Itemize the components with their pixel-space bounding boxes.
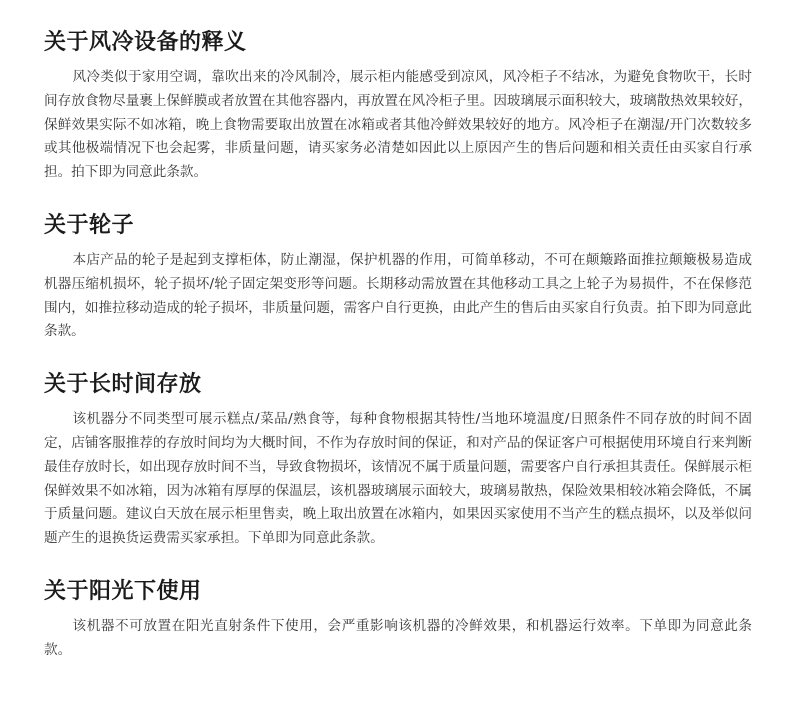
section-heading: 关于风冷设备的释义 [44,30,247,55]
section-body: 风冷类似于家用空调，靠吹出来的冷风制冷，展示柜内能感受到凉风，风冷柜子不结冰，为避免食物吹干，长时间存放食物尽量裹上保鲜膜或者放置在其他容器内，再放置在风冷柜子里。因玻璃展示面积较大，玻璃散热效果较好，保鲜效果实际不如冰箱，晚上食物需要取出放置在冰箱或者其他冷鲜效果较好的地方。风冷柜子在潮湿/开门次数较多或其他极端情况下也会起雾，非质量问题，请买家务必清楚如因此以上原因产生的售后问题和相关责任由买家自行承担。拍下即为同意此条款。 [44,69,752,181]
section-wheels [44,211,752,344]
section-body: 本店产品的轮子是起到支撑柜体，防止潮湿，保护机器的作用，可简单移动，不可在颠簸路面推拉颠簸极易造成机器压缩机损坏，轮子损坏/轮子固定架变形等问题。长期移动需放置在其他移动工具之上轮子为易损件，不在保修范围内，如推拉移动造成的轮子损坏，非质量问题，需客户自行更换，由此产生的售后由买家自行负责。拍下即为同意此条款。 [44,251,752,340]
section-long-storage [44,370,752,551]
section-sunlight-use [44,577,752,663]
section-heading: 关于轮子 [44,212,135,238]
section-heading: 关于长时间存放 [44,372,202,398]
section-heading: 关于阳光下使用 [44,578,202,604]
section-body: 该机器分不同类型可展示糕点/菜品/熟食等，每种食物根据其特性/当地环境温度/日照条件不同存放的时间不固定，店铺客服推荐的存放时间均为大概时间，不作为存放时间的保证，和对产品的保证客户可根据使用环境自行来判断最佳存放时长，如出现存放时间不当，导致食物损坏，该情况不属于质量问题，需要客户自行承担其责任。保鲜展示柜保鲜效果不如冰箱，因为冰箱有厚厚的保温层，该机器玻璃展示面较大，玻璃易散热，保险效果相较冰箱会降低，不属于质量问题。建议白天放在展示柜里售卖，晚上取出放置在冰箱内，如果因买家使用不当产生的糕点损坏，以及举似问题产生的退换货运费需买家承担。下单即为同意此条款。 [44,411,752,547]
section-body: 该机器不可放置在阳光直射条件下使用，会严重影响该机器的冷鲜效果，和机器运行效率。下单即为同意此条款。 [44,617,752,658]
section-air-cooling [44,28,752,185]
